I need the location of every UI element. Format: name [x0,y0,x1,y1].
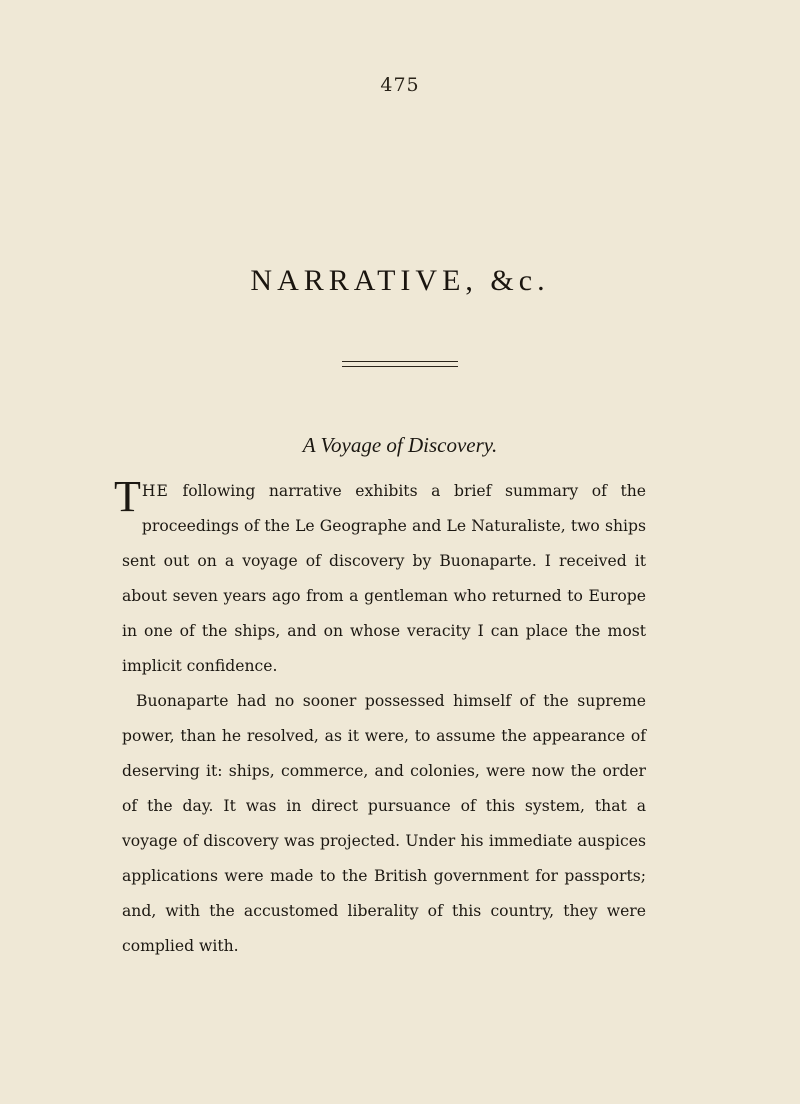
double-rule-top [342,361,458,362]
double-rule-bottom [342,366,458,367]
paragraph-1-text: following narrative exhibits a brief summary of the proceedings of the Le Geographe and Le Naturaliste, two ships sent out on a voyage of discovery by Buonaparte. I received it about seven years ago from a gentleman who returned to Europe in one of the ships, and on whose veracity I can place the most implicit confidence. [122,482,646,675]
body-text [114,472,646,964]
page-number: 475 [380,74,420,96]
section-title: A Voyage of Discovery. [302,433,498,457]
page-heading: NARRATIVE, &c. [250,264,550,297]
small-caps-lead: HE [141,482,169,500]
paragraph-2: Buonaparte had no sooner possessed himself of the supreme power, than he resolved, as it were, to assume the appearance of deserving it: ships, commerce, and colonies, were now the order of the day. It was in direct pursuance of this system, that a voyage of discovery was projected. Under his immediate auspices applications were made to the British government for passports; and, with the accustomed liberality of this country, they were complied with. [122,692,646,955]
paragraph-1 [114,472,646,684]
drop-cap: T [114,472,141,521]
